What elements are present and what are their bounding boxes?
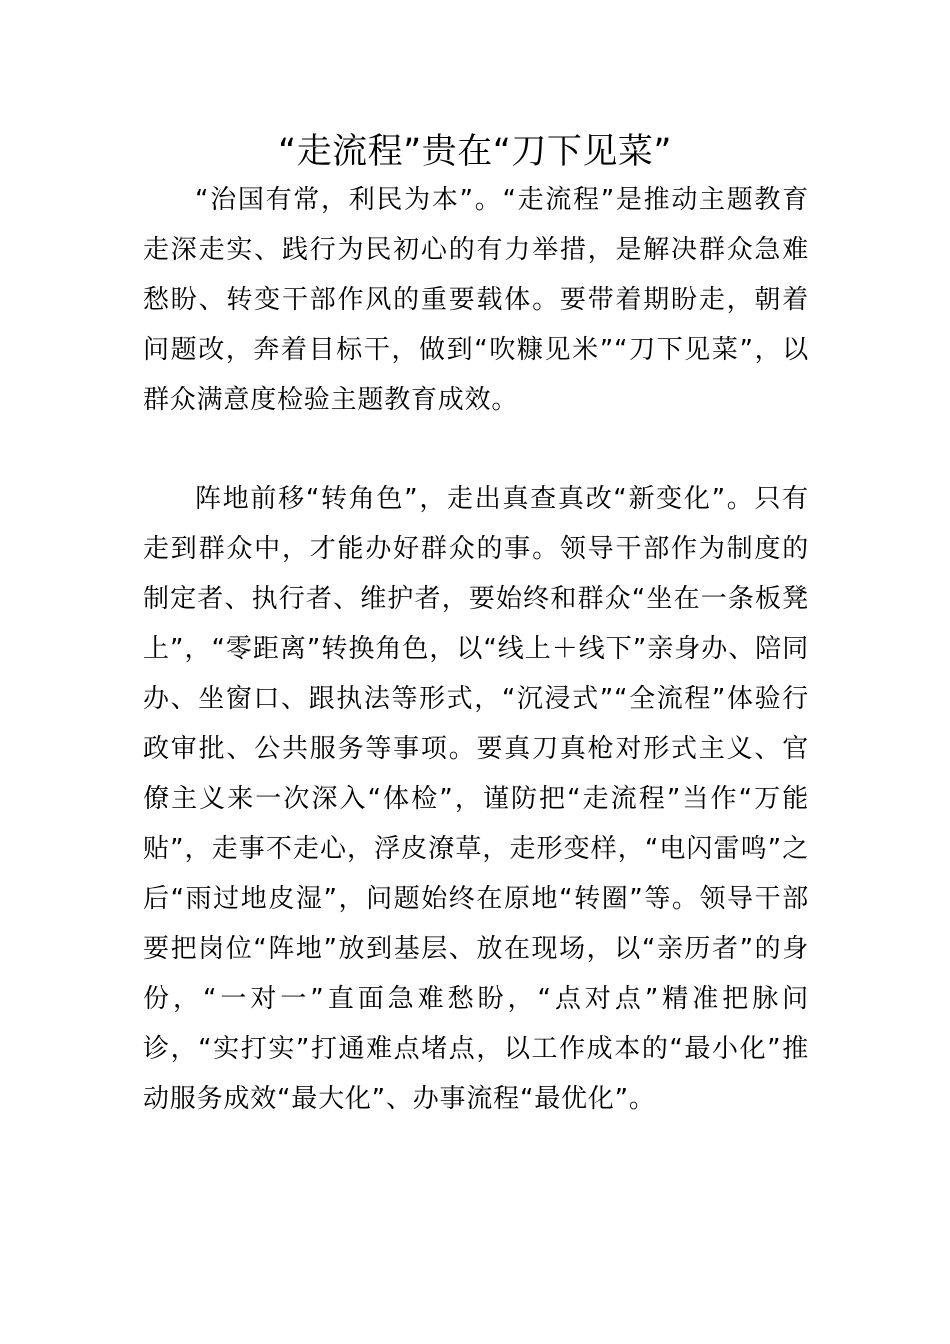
paragraph-body: 阵地前移“转角色”，走出真查真改“新变化”。只有走到群众中，才能办好群众的事。领导干部作为制度的制定者、执行者、维护者，要始终和群众“坐在一条板凳上”，“零距离”转换角色，以“线上＋线下”亲身办、陪同办、坐窗口、跟执法等形式，“沉浸式”“全流程”体验行政审批、公共服务等事项。要真刀真枪对形式主义、官僚主义来一次深入“体检”，谨防把“走流程”当作“万能贴”，走事不走心，浮皮潦草，走形变样，“电闪雷鸣”之后“雨过地皮湿”，问题始终在原地“转圈”等。领导干部要把岗位“阵地”放到基层、放在现场，以“亲历者”的身份，“一对一”直面急难愁盼，“点对点”精准把脉问诊，“实打实”打通难点堵点，以工作成本的“最小化”推动服务成效“最大化”、办事流程“最优化”。 [143,484,809,1114]
paragraph-intro: “治国有常，利民为本”。“走流程”是推动主题教育走深走实、践行为民初心的有力举措，是解决群众急难愁盼、转变干部作风的重要载体。要带着期盼走，朝着问题改，奔着目标干，做到“吹糠见米”“刀下见菜”，以群众满意度检验主题教育成效。 [143,185,809,415]
document-title: “走流程”贵在“刀下见菜” [277,132,673,172]
